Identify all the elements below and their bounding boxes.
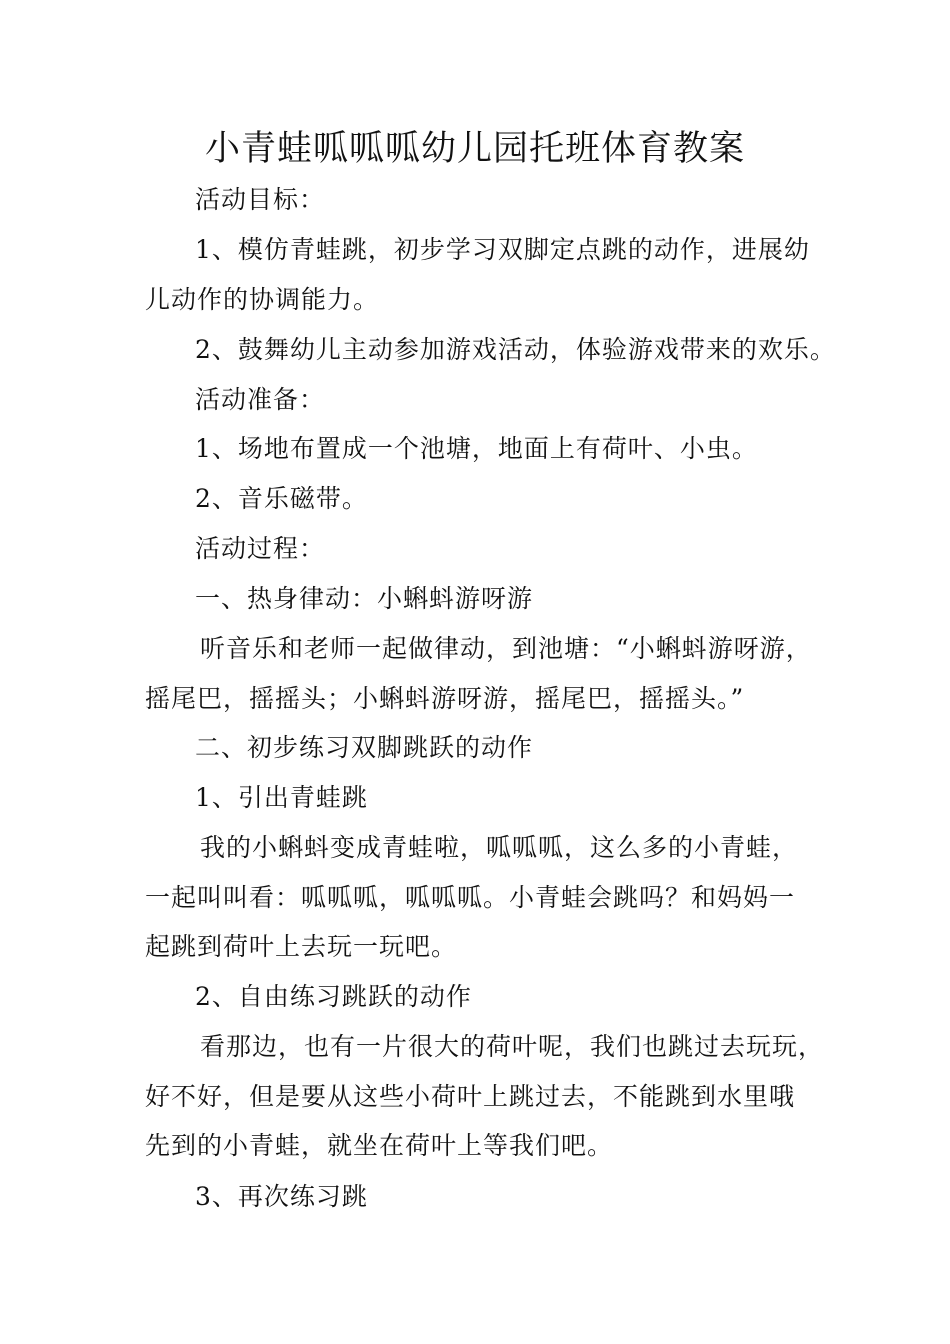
step-1-text-line-1: 我的小蝌蚪变成青蛙啦，呱呱呱，这么多的小青蛙，: [200, 833, 799, 862]
process-section-1-heading: 一、热身律动：小蝌蚪游呀游: [195, 584, 534, 613]
goal-2: 2、鼓舞幼儿主动参加游戏活动，体验游戏带来的欢乐。: [195, 335, 836, 364]
step-3-heading: 3、再次练习跳: [195, 1182, 368, 1211]
step-2-text-line-1: 看那边，也有一片很大的荷叶呢，我们也跳过去玩玩，: [200, 1032, 825, 1061]
process-section-1-text-line-2: 摇尾巴，摇摇头；小蝌蚪游呀游，摇尾巴，摇摇头。”: [145, 684, 745, 713]
preparation-2: 2、音乐磁带。: [195, 484, 368, 513]
step-1-text-line-3: 起跳到荷叶上去玩一玩吧。: [145, 932, 458, 961]
step-2-text-line-3: 先到的小青蛙，就坐在荷叶上等我们吧。: [145, 1131, 614, 1160]
heading-activity-preparation: 活动准备：: [195, 385, 326, 414]
goal-1-line-1: 1、模仿青蛙跳，初步学习双脚定点跳的动作，进展幼: [195, 235, 810, 264]
goal-1-line-2: 儿动作的协调能力。: [145, 285, 380, 314]
heading-activity-goals: 活动目标：: [195, 185, 326, 214]
step-1-heading: 1、引出青蛙跳: [195, 783, 368, 812]
process-section-1-text-line-1: 听音乐和老师一起做律动，到池塘：“小蝌蚪游呀游，: [200, 634, 812, 663]
heading-activity-process: 活动过程：: [195, 534, 326, 563]
step-1-text-line-2: 一起叫叫看：呱呱呱，呱呱呱。小青蛙会跳吗？和妈妈一: [145, 883, 796, 912]
process-section-2-heading: 二、初步练习双脚跳跃的动作: [195, 733, 534, 762]
document-title: 小青蛙呱呱呱幼儿园托班体育教案: [204, 129, 745, 169]
step-2-heading: 2、自由练习跳跃的动作: [195, 982, 472, 1011]
preparation-1: 1、场地布置成一个池塘，地面上有荷叶、小虫。: [195, 434, 758, 463]
step-2-text-line-2: 好不好，但是要从这些小荷叶上跳过去，不能跳到水里哦: [145, 1082, 796, 1111]
